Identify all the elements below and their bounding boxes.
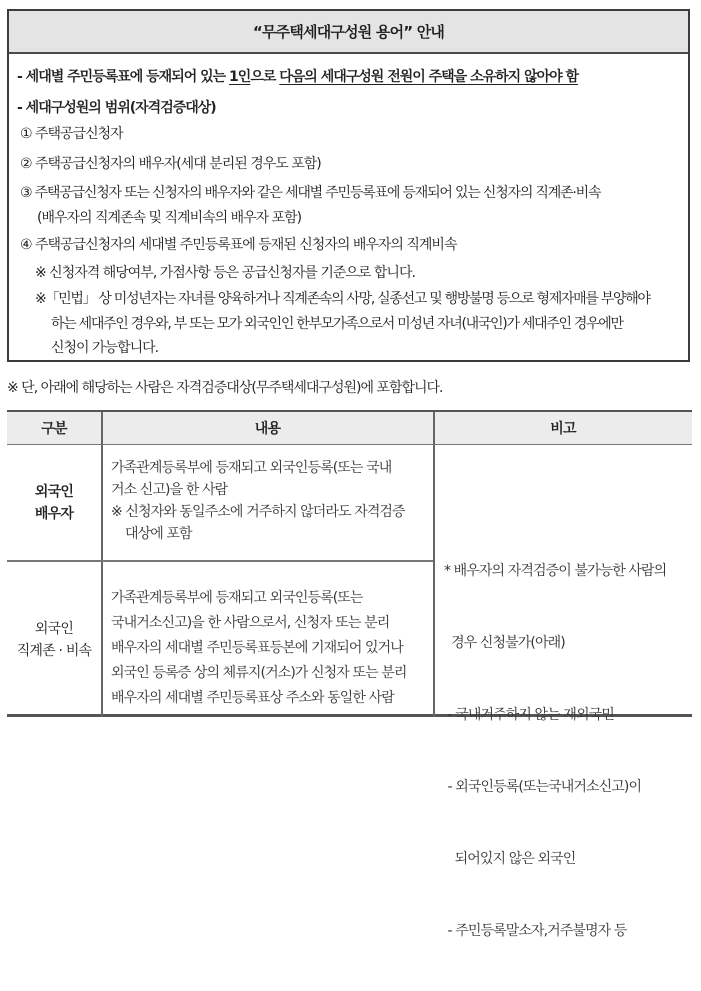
intro-note: ※ 단, 아래에 해당하는 사람은 자격검증대상(무주택세대구성원)에 포함합니다. bbox=[7, 380, 443, 396]
table-header-row bbox=[7, 412, 692, 445]
table-row-2-content bbox=[111, 586, 407, 711]
scope-item-1: ① 주택공급신청자 bbox=[20, 126, 123, 142]
content-line: 가족관계등록부에 등재되고 외국인등록(또는 bbox=[111, 590, 363, 606]
notice-rule bbox=[17, 66, 578, 86]
table-row-1-category bbox=[7, 445, 101, 560]
note-2: ※「민법」 상 미성년자는 자녀를 양육하거나 직계존속의 사망, 실종선고 및 행방불명 등으로 형제자매를 부양해야 bbox=[35, 291, 650, 307]
scope-item-3: ③ 주택공급신청자 또는 신청자의 배우자와 같은 세대별 주민등록표에 등재되어 있는 신청자의 직계존·비속 bbox=[20, 185, 601, 201]
content-line: 국내거소신고)을 한 사람으로서, 신청자 또는 분리 bbox=[111, 615, 390, 631]
rule-underline-2: 다음의 세대구성원 전원이 주택을 소유하지 않아야 함 bbox=[279, 69, 579, 85]
eligibility-table bbox=[7, 410, 692, 939]
remarks-line: - 외국인등록(또는국내거소신고)이 bbox=[444, 779, 642, 795]
category-line: 직계존 · 비속 bbox=[16, 642, 92, 659]
notice-title: “무주택세대구성원 용어” 안내 bbox=[9, 11, 688, 54]
note-1: ※ 신청자격 해당여부, 가점사항 등은 공급신청자를 기준으로 합니다. bbox=[35, 265, 415, 281]
note-2-cont-2: 신청이 가능합니다. bbox=[51, 340, 159, 356]
category-line: 외국인 bbox=[34, 483, 74, 500]
category-line: 외국인 bbox=[34, 620, 74, 637]
content-line: 배우자의 세대별 주민등록표등본에 기재되어 있거나 bbox=[111, 640, 403, 656]
rule-underline-1: 1인 bbox=[229, 69, 251, 85]
remarks-line: 되어있지 않은 외국인 bbox=[444, 851, 576, 867]
scope-heading: - 세대구성원의 범위(자격검증대상) bbox=[17, 100, 216, 116]
content-line: 배우자의 세대별 주민등록표상 주소와 동일한 사람 bbox=[111, 690, 394, 706]
table-remarks bbox=[444, 511, 666, 991]
remarks-line: 경우 신청불가(아래) bbox=[444, 635, 565, 651]
col-divider-2 bbox=[433, 412, 435, 717]
rule-prefix: - 세대별 주민등록표에 등재되어 있는 bbox=[17, 69, 230, 85]
header-content: 내용 bbox=[254, 421, 281, 437]
header-remarks: 비고 bbox=[550, 421, 576, 437]
col-divider-1 bbox=[101, 412, 103, 717]
rule-mid: 으로 bbox=[250, 69, 280, 85]
category-line: 배우자 bbox=[34, 505, 74, 522]
table-row-2-category bbox=[7, 562, 101, 717]
table-row-1-content bbox=[111, 457, 405, 545]
remarks-line: - 주민등록말소자,거주불명자 등 bbox=[444, 923, 627, 939]
header-category: 구분 bbox=[41, 421, 67, 437]
content-line: 외국인 등록증 상의 체류지(거소)가 신청자 또는 분리 bbox=[111, 665, 407, 681]
content-line: ※ 신청자와 동일주소에 거주하지 않더라도 자격검증 bbox=[111, 504, 405, 520]
scope-item-4: ④ 주택공급신청자의 세대별 주민등록표에 등재된 신청자의 배우자의 직계비속 bbox=[20, 237, 457, 253]
scope-item-3-cont: (배우자의 직계존속 및 직계비속의 배우자 포함) bbox=[37, 210, 302, 226]
content-line: 대상에 포함 bbox=[125, 526, 192, 542]
content-line: 가족관계등록부에 등재되고 외국인등록(또는 국내 bbox=[111, 460, 392, 476]
note-2-cont-1: 하는 세대주인 경우와, 부 또는 모가 외국인인 한부모가족으로서 미성년 자녀(내국인)가 세대주인 경우에만 bbox=[51, 316, 623, 332]
scope-item-2: ② 주택공급신청자의 배우자(세대 분리된 경우도 포함) bbox=[20, 156, 321, 172]
remarks-line: - 국내거주하지 않는 재외국민 bbox=[444, 707, 614, 723]
remarks-line: * 배우자의 자격검증이 불가능한 사람의 bbox=[444, 563, 667, 579]
content-line: 거소 신고)을 한 사람 bbox=[111, 482, 228, 498]
